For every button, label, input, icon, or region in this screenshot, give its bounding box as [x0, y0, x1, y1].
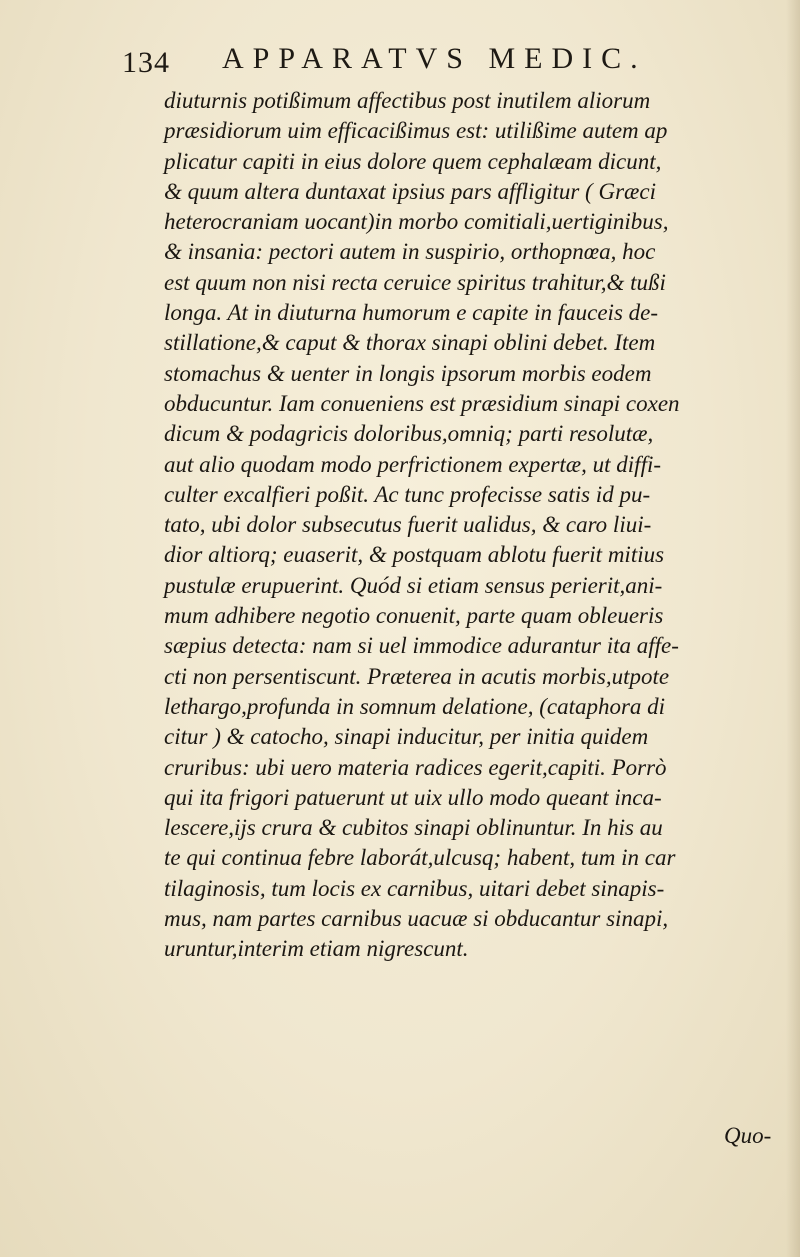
text-line: cti non persentiscunt. Præterea in acutis morbis,utpote — [164, 663, 670, 689]
text-line: lethargo,profunda in somnum delatione, (cataphora di — [164, 693, 666, 719]
text-line: te qui continua febre laborát,ulcusq; habent, tum in car — [164, 845, 676, 871]
text-line: culter excalfieri poßit. Ac tunc profecisse satis id pu- — [164, 481, 651, 507]
text-line: dicum & podagricis doloribus,omniq; parti resolutæ, — [164, 421, 654, 447]
text-line: plicatur capiti in eius dolore quem cephalæam dicunt, — [164, 148, 662, 174]
text-line: & quum altera duntaxat ipsius pars affligitur ( Græci — [164, 178, 656, 204]
page-header — [122, 40, 682, 84]
text-line: uruntur,interim etiam nigrescunt. — [164, 936, 469, 962]
body-text — [164, 86, 774, 965]
page-edge-shadow — [786, 0, 800, 1257]
text-line: diuturnis potißimum affectibus post inutilem aliorum — [164, 88, 651, 113]
text-line: citur ) & catocho, sinapi inducitur, per initia quidem — [164, 724, 649, 750]
text-line: pustulæ erupuerint. Quód si etiam sensus perierit,ani- — [164, 572, 663, 598]
catchword: Quo- — [724, 1123, 772, 1148]
text-line: obducuntur. Iam conueniens est præsidium sinapi coxen — [164, 390, 680, 416]
text-line: aut alio quodam modo perfrictionem expertæ, ut diffi- — [164, 451, 662, 477]
text-line: qui ita frigori patuerunt ut uix ullo modo queant inca- — [164, 784, 662, 810]
text-line: longa. At in diuturna humorum e capite in fauceis de- — [164, 300, 659, 326]
text-line: stomachus & uenter in longis ipsorum morbis eodem — [164, 360, 652, 386]
page-number: 134 — [122, 46, 170, 79]
text-line: est quum non nisi recta ceruice spiritus trahitur,& tußi — [164, 269, 666, 295]
text-line: dior altiorq; euaserit, & postquam ablotu fuerit mitius — [164, 542, 665, 568]
text-line: mum adhibere negotio conuenit, parte quam obleueris — [164, 603, 664, 629]
text-line: præsidiorum uim efficacißimus est: utilißime autem ap — [164, 118, 668, 144]
text-line: stillatione,& caput & thorax sinapi oblini debet. Item — [164, 330, 656, 356]
text-line: tato, ubi dolor subsecutus fuerit ualidus, & caro liui- — [164, 512, 652, 538]
text-line: sæpius detecta: nam si uel immodice adurantur ita affe- — [164, 633, 679, 659]
text-line: cruribus: ubi uero materia radices egerit,capiti. Porrò — [164, 754, 667, 780]
running-title: APPARATVS MEDIC. — [222, 42, 647, 75]
text-line: & insania: pectori autem in suspirio, orthopnœa, hoc — [164, 239, 656, 265]
text-line: tilaginosis, tum locis ex carnibus, uitari debet sinapis- — [164, 875, 665, 901]
text-line: heterocraniam uocant)in morbo comitiali,uertiginibus, — [164, 209, 669, 235]
text-line: lescere,ijs crura & cubitos sinapi oblinuntur. In his au — [164, 815, 663, 841]
text-line: mus, nam partes carnibus uacuæ si obducantur sinapi, — [164, 906, 669, 932]
